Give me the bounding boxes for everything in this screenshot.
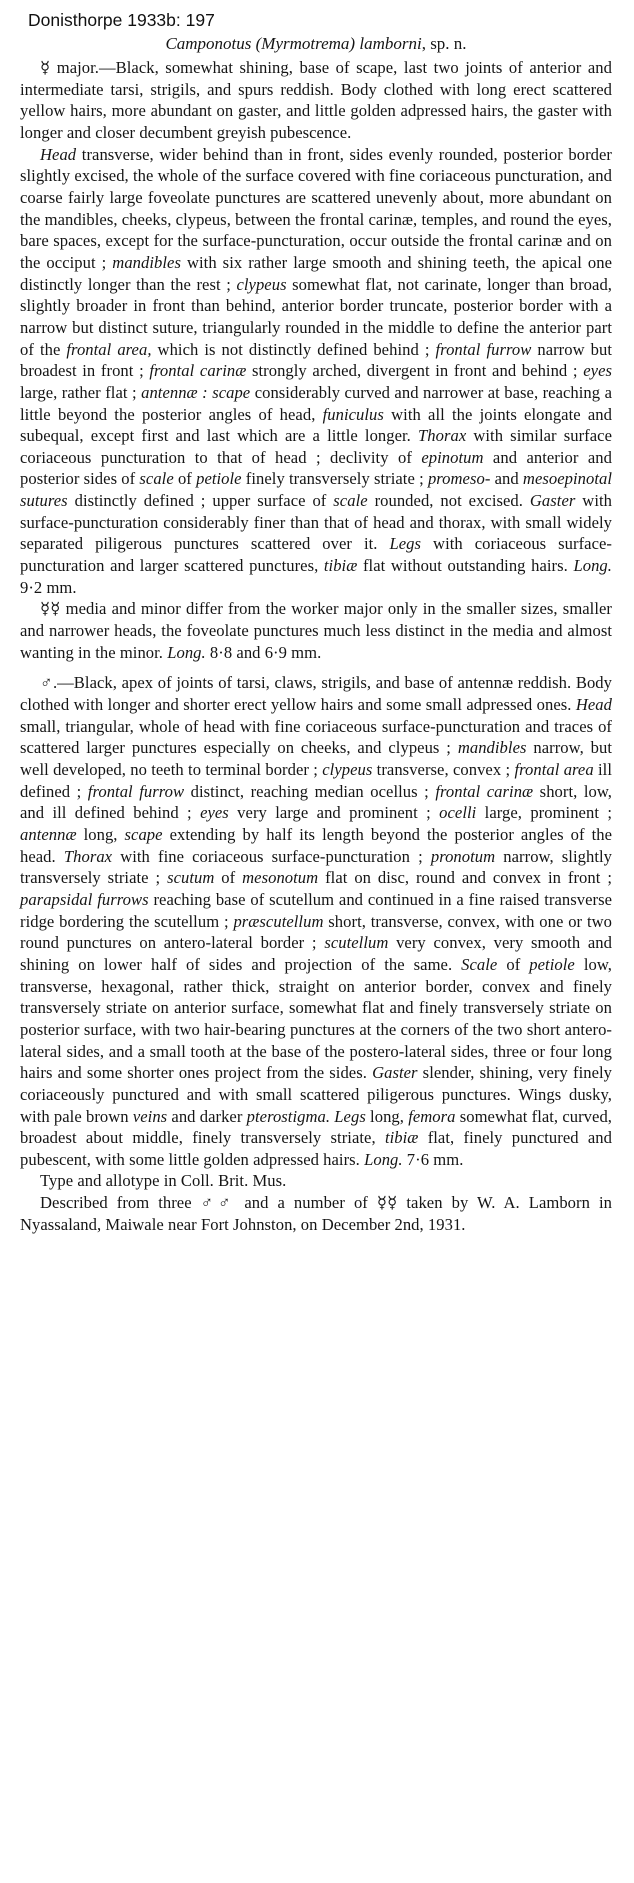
italic-term: Head [40, 144, 77, 164]
text-run: of [214, 868, 243, 888]
italic-term: eyes [200, 803, 229, 823]
italic-term: scutum [167, 868, 215, 888]
italic-term: Scale [461, 954, 498, 974]
text-run: with all the joints elongate and subequal, except first and last which are a little longer. [20, 404, 612, 446]
text-run: of [173, 469, 197, 489]
italic-term: pronotum [430, 846, 496, 866]
italic-term: scape [124, 824, 163, 844]
text-run: ill defined ; [20, 760, 612, 801]
text-run: distinctly defined ; upper surface of [67, 491, 334, 511]
species-title [20, 33, 612, 55]
text-run: narrow, slightly transversely striate ; [20, 846, 612, 888]
text-run: short, low, and ill defined behind ; [20, 781, 612, 823]
text-run: of [497, 954, 530, 974]
text-run: and darker [167, 1106, 247, 1126]
italic-term: scape [212, 382, 251, 402]
text-run: flat, finely punctured and pubescent, with some little golden adpressed hairs. [20, 1128, 612, 1169]
text-run: narrow, but well developed, no teeth to terminal border ; [20, 738, 612, 779]
text-run: long, [76, 824, 125, 844]
italic-term: petiole [196, 469, 242, 489]
text-run: with surface-puncturation considerably finer than that of head and thorax, with small widely separated piligerous punctures scattered over it. [20, 491, 612, 554]
italic-term: funiculus [322, 404, 384, 424]
text-run: with fine coriaceous surface-puncturation ; [112, 846, 431, 866]
italic-term: eyes [583, 361, 612, 381]
text-run: distinct, reaching median ocellus ; [184, 781, 436, 801]
paragraph [20, 672, 612, 1170]
italic-term: ocelli [439, 803, 477, 823]
title-suffix: , sp. n. [421, 34, 467, 53]
description-body [20, 57, 612, 1235]
italic-term: tibiæ [323, 556, 358, 576]
text-run: flat on disc, round and convex in front ; [318, 868, 612, 888]
italic-term: mesoepinotal sutures [20, 469, 613, 511]
text-run: small, triangular, whole of head with fine coriaceous surface-puncturation and traces of scattered larger punctures especially on cheeks, and clypeus ; [20, 716, 612, 758]
text-run: 9·2 mm. [20, 577, 77, 597]
text-run: slender, shining, very finely coriaceously punctured and with small scattered piligerous punctures. Wings dusky, with pale brown [20, 1063, 613, 1126]
text-run: ☿ major.—Black, somewhat shining, base of scape, last two joints of anterior and intermediate tarsi, strigils, and spurs reddish. Body clothed with long erect scattered yellow hairs, more abundant on gaster, and little golden adpressed hairs, the gaster with longer and closer decumbent greyish pubescence. [20, 58, 612, 142]
italic-term: Gaster [372, 1063, 418, 1083]
italic-term: Head [575, 695, 612, 715]
text-run: 7·6 mm. [402, 1149, 464, 1169]
italic-term: mesonotum [242, 868, 319, 888]
italic-term: præscutellum [233, 911, 324, 931]
paragraph [20, 1170, 612, 1192]
italic-term: Thorax [418, 426, 467, 446]
text-run: and anterior and posterior sides of [20, 447, 612, 489]
italic-term: scale [139, 469, 174, 489]
text-run: flat without outstanding hairs. [357, 556, 574, 576]
text-run: narrow but broadest in front ; [20, 339, 613, 381]
text-run: ♂.—Black, apex of joints of tarsi, claws, strigils, and base of antennæ reddish. Body clothed with longer and shorter erect yellow hairs and some small adpressed ones. [20, 673, 612, 715]
paragraph [20, 144, 612, 599]
italic-term: antennæ [20, 824, 77, 844]
italic-term: frontal area, [66, 339, 152, 359]
text-run: short, transverse, convex, with one or two round punctures on antero-lateral border ; [20, 911, 612, 953]
text-run: reaching base of scutellum and continued in a fine raised transverse ridge bordering the scutellum ; [20, 889, 612, 931]
italic-term: Long. [364, 1149, 403, 1169]
italic-term: tibiæ [384, 1128, 419, 1148]
text-run: large, rather flat ; [20, 382, 142, 402]
paragraph [20, 57, 612, 144]
text-run: very large and prominent ; [228, 803, 440, 823]
italic-term: Gaster [529, 491, 576, 511]
italic-term: antennæ : [141, 382, 208, 402]
text-run: long, [365, 1106, 409, 1126]
text-run: Described from three ♂♂ and a number of ☿☿ taken by W. A. Lamborn in Nyassaland, Maiwale near Fort Johnston, on December 2nd, 1931. [20, 1193, 612, 1234]
italic-term: mandibles [112, 252, 181, 272]
paragraph [20, 1192, 612, 1235]
italic-term: frontal carinæ [149, 361, 247, 381]
italic-term: mandibles [457, 738, 527, 758]
text-run: somewhat flat, curved, broadest about middle, finely transversely striate, [20, 1106, 612, 1148]
text-run: finely transversely striate ; [241, 469, 428, 489]
italic-term: frontal furrow [435, 339, 532, 359]
italic-term: pterostigma. [246, 1106, 331, 1126]
text-run: transverse, wider behind than in front, sides evenly rounded, posterior border slightly excised, the whole of the surface covered with fine coriaceous puncturation, and coarse fairly large foveolate punctures are scattered unevenly about, more abundant on the mandibles, cheeks, clypeus, between the frontal carinæ, temples, and round the eyes, bare spaces, except for the surface-puncturation, occur outside the frontal carinæ and on the occiput ; [20, 144, 612, 272]
italic-term: Legs [389, 534, 422, 554]
text-run: low, transverse, hexagonal, rather thick, straight on anterior border, convex and finely transversely striate on anterior surface, somewhat flat and finely transversely striate on posterior surface, with two hair-bearing punctures at the corners of the two short antero-lateral sides, and a small tooth at the base of the postero-lateral sides, three or four long hairs and some shorter ones project from the sides. [20, 954, 612, 1083]
text-run: 8·8 and 6·9 mm. [205, 642, 322, 662]
italic-term: frontal area [514, 760, 594, 779]
text-run: with similar surface coriaceous puncturation to that of head ; declivity of [20, 426, 612, 467]
italic-term: scutellum [324, 933, 389, 953]
text-run: with coriaceous surface-puncturation and larger scattered punctures, [20, 534, 612, 576]
italic-term: parapsidal furrows [20, 889, 149, 909]
italic-term: scale [333, 491, 368, 511]
italic-term: Legs [334, 1106, 366, 1126]
text-run: very convex, very smooth and shining on lower half of sides and projection of the same. [20, 933, 612, 974]
text-run: which is not distinctly defined behind ; [151, 339, 436, 359]
text-run: large, prominent ; [476, 803, 612, 823]
italic-term: frontal furrow [87, 781, 185, 801]
italic-term: epinotum [421, 447, 484, 467]
italic-term: Thorax [63, 846, 113, 866]
italic-term: Long. [167, 642, 206, 662]
text-run: extending by half its length beyond the posterior angles of the head. [20, 824, 612, 866]
italic-term: clypeus [236, 274, 287, 294]
text-run: somewhat flat, not carinate, longer than broad, slightly broader in front than behind, anterior border truncate, posterior border with a narrow but distinct suture, triangularly rounded in the middle to define the anterior part of the [20, 274, 612, 359]
italic-term: clypeus [322, 760, 373, 779]
italic-term: Long. [573, 556, 612, 576]
text-run: transverse, convex ; [372, 760, 515, 779]
paragraph [20, 598, 612, 663]
italic-term: femora [408, 1106, 456, 1126]
title-genus-species: Camponotus (Myrmotrema) lamborni [165, 34, 422, 53]
text-run: strongly arched, divergent in front and behind ; [246, 361, 584, 381]
italic-term: veins [132, 1106, 168, 1126]
text-run: rounded, not excised. [367, 491, 530, 511]
italic-term: frontal carinæ [435, 781, 534, 801]
italic-term: petiole [529, 954, 575, 974]
text-run: and [490, 469, 523, 489]
italic-term: promeso- [427, 469, 491, 489]
text-run: considerably curved and narrower at base, reaching a little beyond the posterior angles of head, [20, 382, 612, 424]
citation-header: Donisthorpe 1933b: 197 [28, 10, 215, 30]
text-run: ☿☿ media and minor differ from the worker major only in the smaller sizes, smaller and narrower heads, the foveolate punctures much less distinct in the media and almost wanting in the minor. [20, 599, 612, 662]
text-run: Type and allotype in Coll. Brit. Mus. [40, 1171, 287, 1191]
text-run: with six rather large smooth and shining teeth, the apical one distinctly longer than the rest ; [20, 252, 612, 294]
